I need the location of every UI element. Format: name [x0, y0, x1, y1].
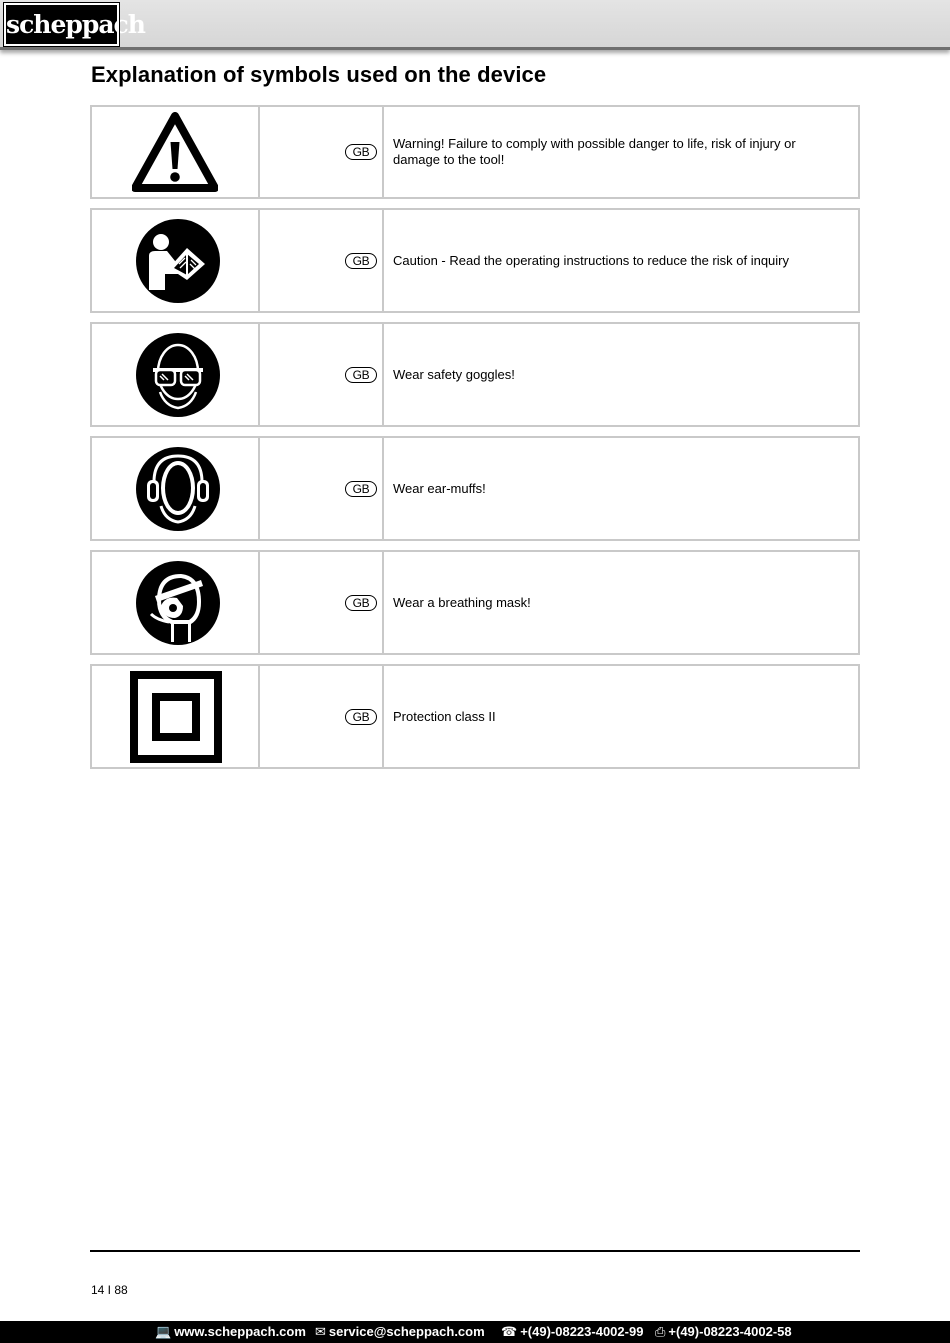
fax-icon: ⎙ [655, 1324, 666, 1339]
description-text: Wear a breathing mask! [393, 594, 531, 610]
warning-triangle-icon [132, 112, 218, 192]
fax-number: +(49)-08223-4002-58 [668, 1324, 792, 1339]
symbol-icon-cell [92, 438, 260, 539]
language-cell [260, 324, 384, 425]
language-cell [260, 210, 384, 311]
safety-goggles-icon [135, 332, 221, 418]
language-cell [260, 552, 384, 653]
symbol-row-breathing-mask [90, 550, 860, 655]
gb-language-badge: GB [345, 595, 377, 611]
gb-language-badge: GB [345, 481, 377, 497]
symbol-icon-cell [92, 107, 260, 197]
fax-contact [655, 1321, 792, 1343]
symbol-row-ear-muffs [90, 436, 860, 541]
description-text: Warning! Failure to comply with possible danger to life, risk of injury or damage to the tool! [393, 136, 796, 167]
symbol-description [384, 552, 858, 653]
description-text: Protection class II [393, 708, 496, 724]
symbol-row-protection-class [90, 664, 860, 769]
symbol-icon-cell [92, 666, 260, 767]
email-contact[interactable] [315, 1321, 485, 1343]
symbol-icon-cell [92, 552, 260, 653]
ear-muffs-icon [135, 446, 221, 532]
scheppach-logo: scheppach [4, 3, 119, 46]
header-band [0, 0, 950, 50]
computer-icon: 💻 [155, 1324, 172, 1339]
symbol-description [384, 324, 858, 425]
gb-language-badge: GB [345, 253, 377, 269]
phone-icon: ☎ [501, 1324, 518, 1339]
symbol-description [384, 666, 858, 767]
email-link[interactable]: service@scheppach.com [328, 1324, 485, 1339]
language-cell [260, 666, 384, 767]
symbol-icon-cell [92, 324, 260, 425]
description-text: Wear ear-muffs! [393, 480, 486, 496]
gb-language-badge: GB [345, 144, 377, 160]
breathing-mask-icon [135, 560, 221, 646]
description-text: Wear safety goggles! [393, 366, 515, 382]
phone-number: +(49)-08223-4002-99 [520, 1324, 644, 1339]
page-title: Explanation of symbols used on the device [91, 62, 547, 87]
symbol-row-warning [90, 105, 860, 199]
gb-language-badge: GB [345, 367, 377, 383]
symbol-description [384, 210, 858, 311]
phone-contact [501, 1321, 643, 1343]
website-contact[interactable] [155, 1321, 306, 1343]
symbol-description [384, 107, 858, 197]
envelope-icon: ✉ [315, 1324, 326, 1339]
contact-bar [0, 1321, 950, 1343]
language-cell [260, 438, 384, 539]
footer-divider [90, 1250, 860, 1252]
page-number: 14 I 88 [91, 1283, 128, 1297]
gb-language-badge: GB [345, 709, 377, 725]
symbol-row-safety-goggles [90, 322, 860, 427]
protection-class-ii-icon [130, 671, 222, 763]
read-manual-icon [135, 218, 221, 304]
symbol-row-read-manual [90, 208, 860, 313]
symbol-icon-cell [92, 210, 260, 311]
description-text: Caution - Read the operating instructions to reduce the risk of inquiry [393, 252, 789, 268]
language-cell [260, 107, 384, 197]
symbol-description [384, 438, 858, 539]
website-link[interactable]: www.scheppach.com [174, 1324, 306, 1339]
